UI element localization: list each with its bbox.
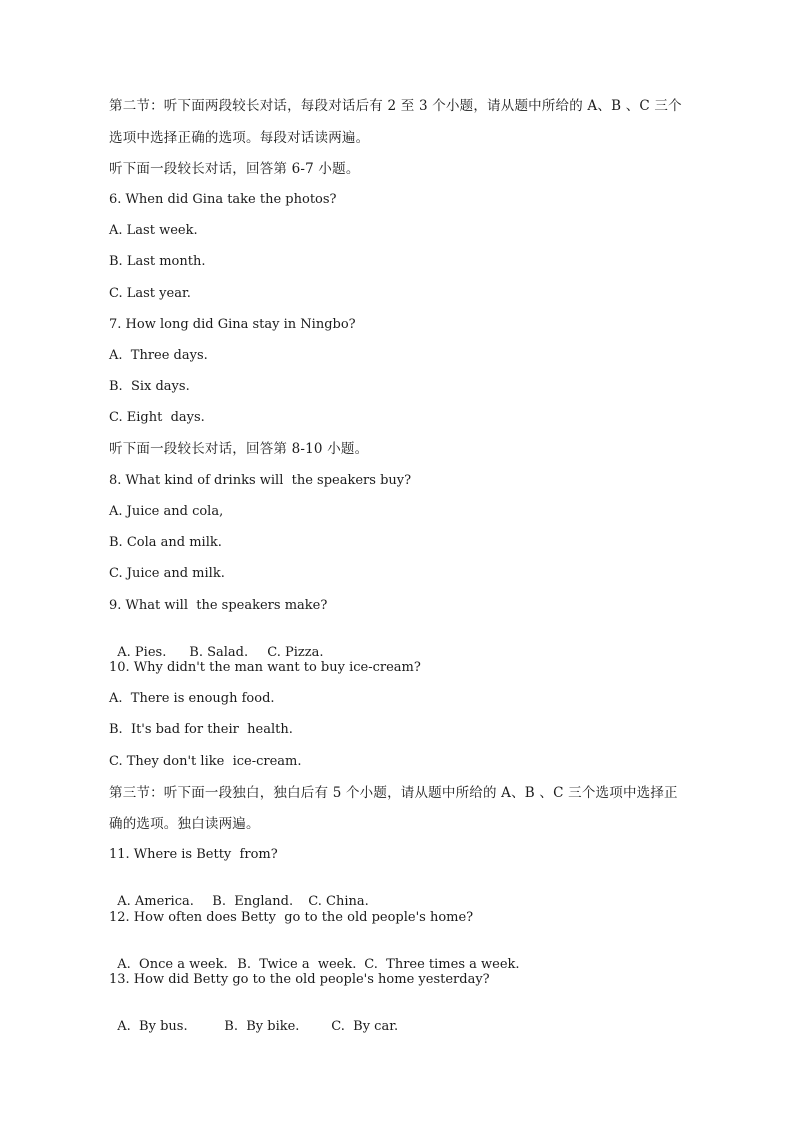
- q8-option-c: C. Juice and milk.: [109, 566, 225, 581]
- question-6: 6. When did Gina take the photos?: [109, 192, 337, 207]
- q10-option-b: B. It's bad for their health.: [109, 722, 293, 737]
- q12-options-row: [109, 941, 520, 973]
- section3-intro-line2: 确的选项。独白读两遍。: [109, 816, 260, 832]
- q13-options-row: [109, 1003, 398, 1035]
- q13-option-c: C. By car.: [331, 1019, 399, 1034]
- q8-option-a: A. Juice and cola,: [109, 504, 224, 519]
- question-8: 8. What kind of drinks will the speakers buy?: [109, 473, 412, 488]
- q6-option-a: A. Last week.: [109, 223, 198, 238]
- q10-option-c: C. They don't like ice-cream.: [109, 754, 302, 769]
- question-7: 7. How long did Gina stay in Ningbo?: [109, 317, 356, 332]
- q9-options-row: [109, 629, 324, 661]
- q12-option-b: B. Twice a week.: [237, 957, 357, 972]
- q7-option-a: A. Three days.: [109, 348, 208, 363]
- q11-option-b: B. England.: [212, 894, 294, 909]
- q8-option-b: B. Cola and milk.: [109, 535, 222, 550]
- q6-option-b: B. Last month.: [109, 254, 206, 269]
- q12-option-c: C. Three times a week.: [364, 957, 520, 972]
- q9-option-b: B. Salad.: [189, 645, 249, 660]
- q13-option-b: B. By bike.: [224, 1019, 300, 1034]
- dialogue2-intro: 听下面一段较长对话，回答第 8-10 小题。: [109, 441, 369, 457]
- q7-option-c: C. Eight days.: [109, 410, 205, 425]
- q7-option-b: B. Six days.: [109, 379, 190, 394]
- q11-option-c: C. China.: [308, 894, 369, 909]
- section3-intro-line1: 第三节：听下面一段独白，独白后有 5 个小题，请从题中所给的 A、B 、C 三个选项中选择正: [109, 785, 678, 801]
- question-9: 9. What will the speakers make?: [109, 598, 328, 613]
- q10-option-a: A. There is enough food.: [109, 691, 275, 706]
- q9-option-c: C. Pizza.: [267, 645, 324, 660]
- q13-option-a: A. By bus.: [117, 1019, 188, 1034]
- question-13: 13. How did Betty go to the old people's home yesterday?: [109, 972, 490, 987]
- q11-options-row: [109, 878, 369, 910]
- section2-intro-line1: 第二节：听下面两段较长对话，每段对话后有 2 至 3 个小题，请从题中所给的 A、B 、C 三个: [109, 98, 682, 114]
- question-12: 12. How often does Betty go to the old people's home?: [109, 910, 474, 925]
- q12-option-a: A. Once a week.: [117, 957, 228, 972]
- q6-option-c: C. Last year.: [109, 286, 191, 301]
- question-10: 10. Why didn't the man want to buy ice-cream?: [109, 660, 421, 675]
- q11-option-a: A. America.: [117, 894, 194, 909]
- q9-option-a: A. Pies.: [117, 645, 167, 660]
- question-11: 11. Where is Betty from?: [109, 847, 278, 862]
- dialogue1-intro: 听下面一段较长对话，回答第 6-7 小题。: [109, 161, 360, 177]
- section2-intro-line2: 选项中选择正确的选项。每段对话读两遍。: [109, 130, 370, 146]
